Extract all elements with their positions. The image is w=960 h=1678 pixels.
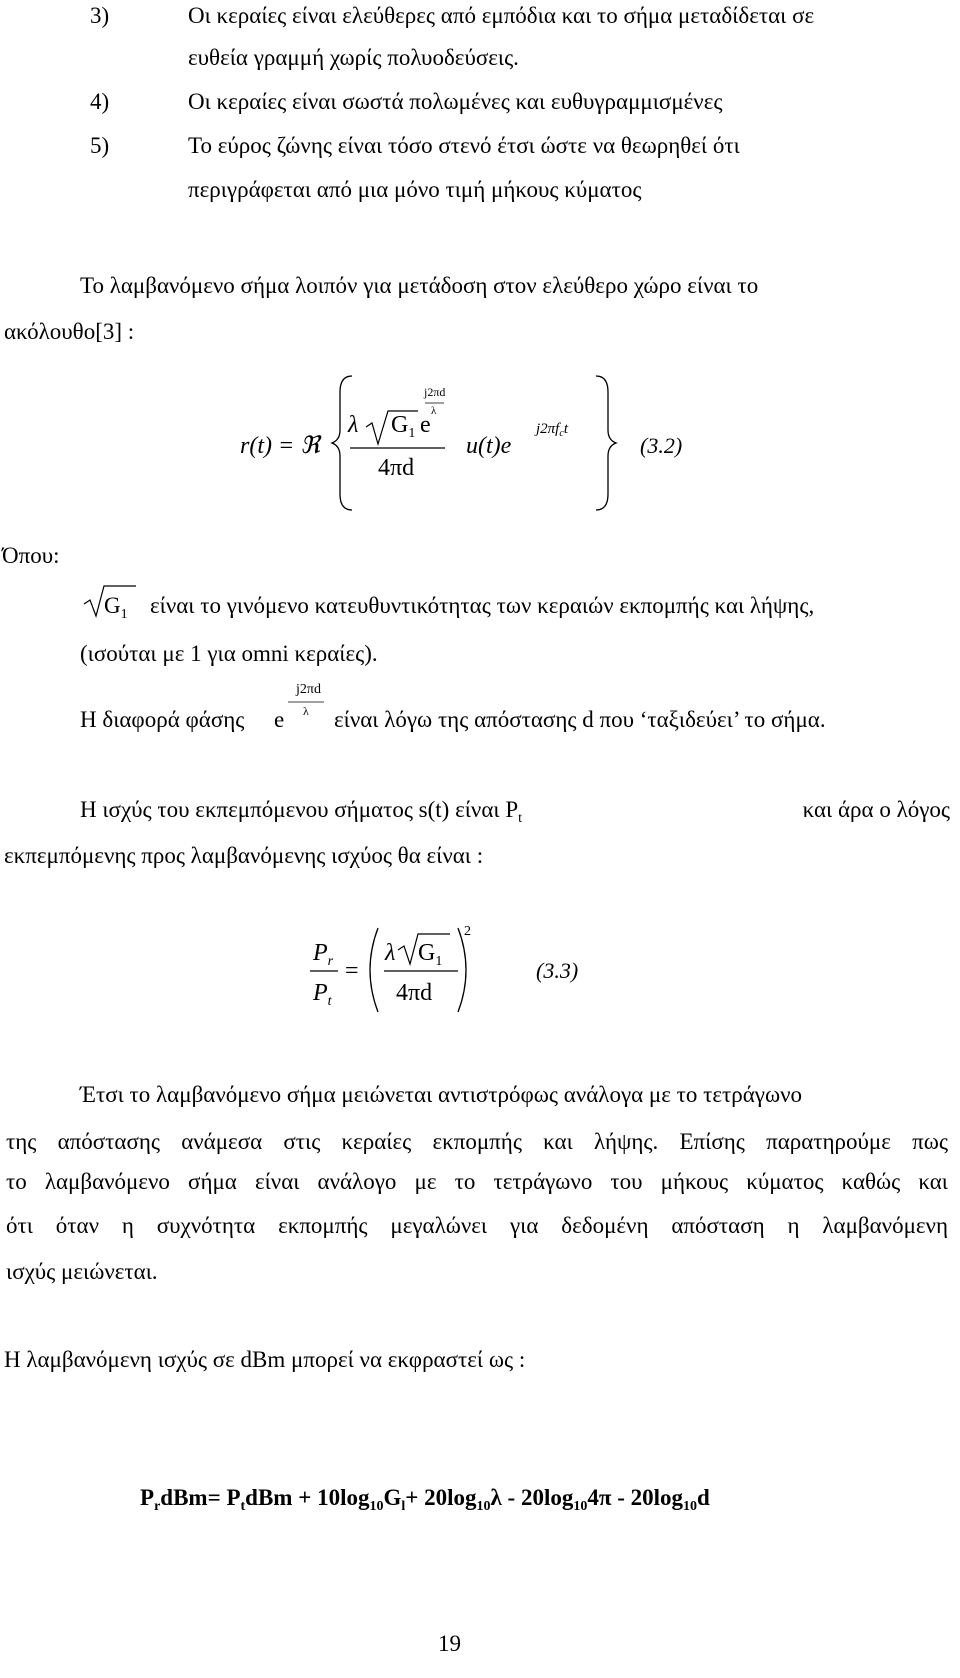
where-g-text: είναι το γινόμενο κατευθυντικότητας των κεραιών εκπομπής και λήψης,: [150, 593, 815, 618]
list-number-4: 4): [90, 89, 110, 114]
eq1-exp-den: λ: [431, 405, 437, 417]
eq1-u: u(t)e: [466, 433, 512, 459]
where-g: $G_1$: [104, 593, 128, 622]
eq2-equals: =: [345, 958, 359, 984]
eq1-u-exp: $j2\pi f_ct$: [536, 421, 568, 439]
para-line5: ισχύς μειώνεται.: [6, 1259, 158, 1284]
eq2-lambda: λ: [385, 940, 396, 966]
page-number: 19: [438, 1631, 461, 1656]
list-item-5-line1: Το εύρος ζώνης είναι τόσο στενό έτσι ώστε να θεωρηθεί ότι: [188, 133, 740, 158]
phase-prefix: Η διαφορά φάσης: [80, 707, 245, 732]
eq1-label: (3.2): [640, 433, 683, 458]
where-g-text2: (ισούται με 1 για omni κεραίες).: [80, 641, 378, 666]
para-line3: το λαμβανόμενο σήμα είναι ανάλογο με το τετράγωνο του μήκους κύματος καθώς και: [6, 1169, 948, 1194]
where-title: Όπου:: [2, 543, 60, 568]
list-item-3-line1: Οι κεραίες είναι ελεύθερες από εμπόδια και το σήμα μεταδίδεται σε: [188, 3, 815, 28]
list-number-5: 5): [90, 133, 110, 158]
para-line1: Έτσι το λαμβανόμενο σήμα μειώνεται αντιστρόφως ανάλογα με το τετράγωνο: [80, 1082, 803, 1107]
phase-e: e: [274, 707, 285, 732]
power-line1: Η ισχύς του εκπεμπόμενου σήματος s(t) είναι $P_t$ και άρα ο λόγος: [80, 797, 950, 826]
list-item-3-line2: ευθεία γραμμή χωρίς πολυοδεύσεις.: [188, 45, 519, 70]
eq1-e: e: [420, 412, 431, 438]
eq2-den: 4πd: [396, 980, 433, 1006]
para-line2: της απόστασης ανάμεσα στις κεραίες εκπομπής και λήψης. Επίσης παρατηρούμε πως: [6, 1129, 948, 1154]
eq2-label: (3.3): [536, 958, 579, 983]
intro-line2: ακόλουθο[3] :: [4, 319, 135, 344]
phase-exp-den: λ: [303, 704, 309, 718]
dbm-formula: $P_rdBm= P_tdBm + 10\log_{10}G_l+ 20\log_{10}\lambda - 20\log_{10}4\pi - 20\log_{10}d$: [140, 1485, 710, 1514]
power-line2: εκπεμπόμενης προς λαμβανόμενης ισχύος θα είναι :: [4, 843, 484, 868]
eq2-pt: $P_t$: [313, 980, 332, 1009]
para-line4: ότι όταν η συχνότητα εκπομπής μεγαλώνει για δεδομένη απόσταση η λαμβανόμενη: [6, 1213, 948, 1238]
eq1-lambda: λ: [348, 412, 359, 438]
eq2-pr: $P_r$: [313, 940, 334, 969]
eq1-g: $G_1$: [391, 412, 416, 441]
dbm-intro: Η λαμβανόμενη ισχύς σε dBm μπορεί να εκφραστεί ως :: [4, 1347, 526, 1372]
eq2-g: $G_1$: [418, 940, 443, 969]
phase-suffix: είναι λόγω της απόστασης d που ‘ταξιδεύει’ το σήμα.: [334, 707, 826, 732]
list-number-3: 3): [90, 3, 110, 28]
list-item-4: Οι κεραίες είναι σωστά πολωμένες και ευθυγραμμισμένες: [188, 89, 723, 114]
eq1-lhs: r(t) = ℜ: [240, 433, 320, 459]
phase-exp: j2πd: [296, 682, 321, 697]
eq1-den: 4πd: [378, 455, 415, 481]
eq1-exp: j2πd: [424, 385, 446, 399]
list-item-5-line2: περιγράφεται από μια μόνο τιμή μήκους κύματος: [188, 177, 642, 202]
intro-line1: Το λαμβανόμενο σήμα λοιπόν για μετάδοση στον ελεύθερο χώρο είναι το: [80, 273, 759, 298]
eq2-power: 2: [464, 924, 471, 939]
